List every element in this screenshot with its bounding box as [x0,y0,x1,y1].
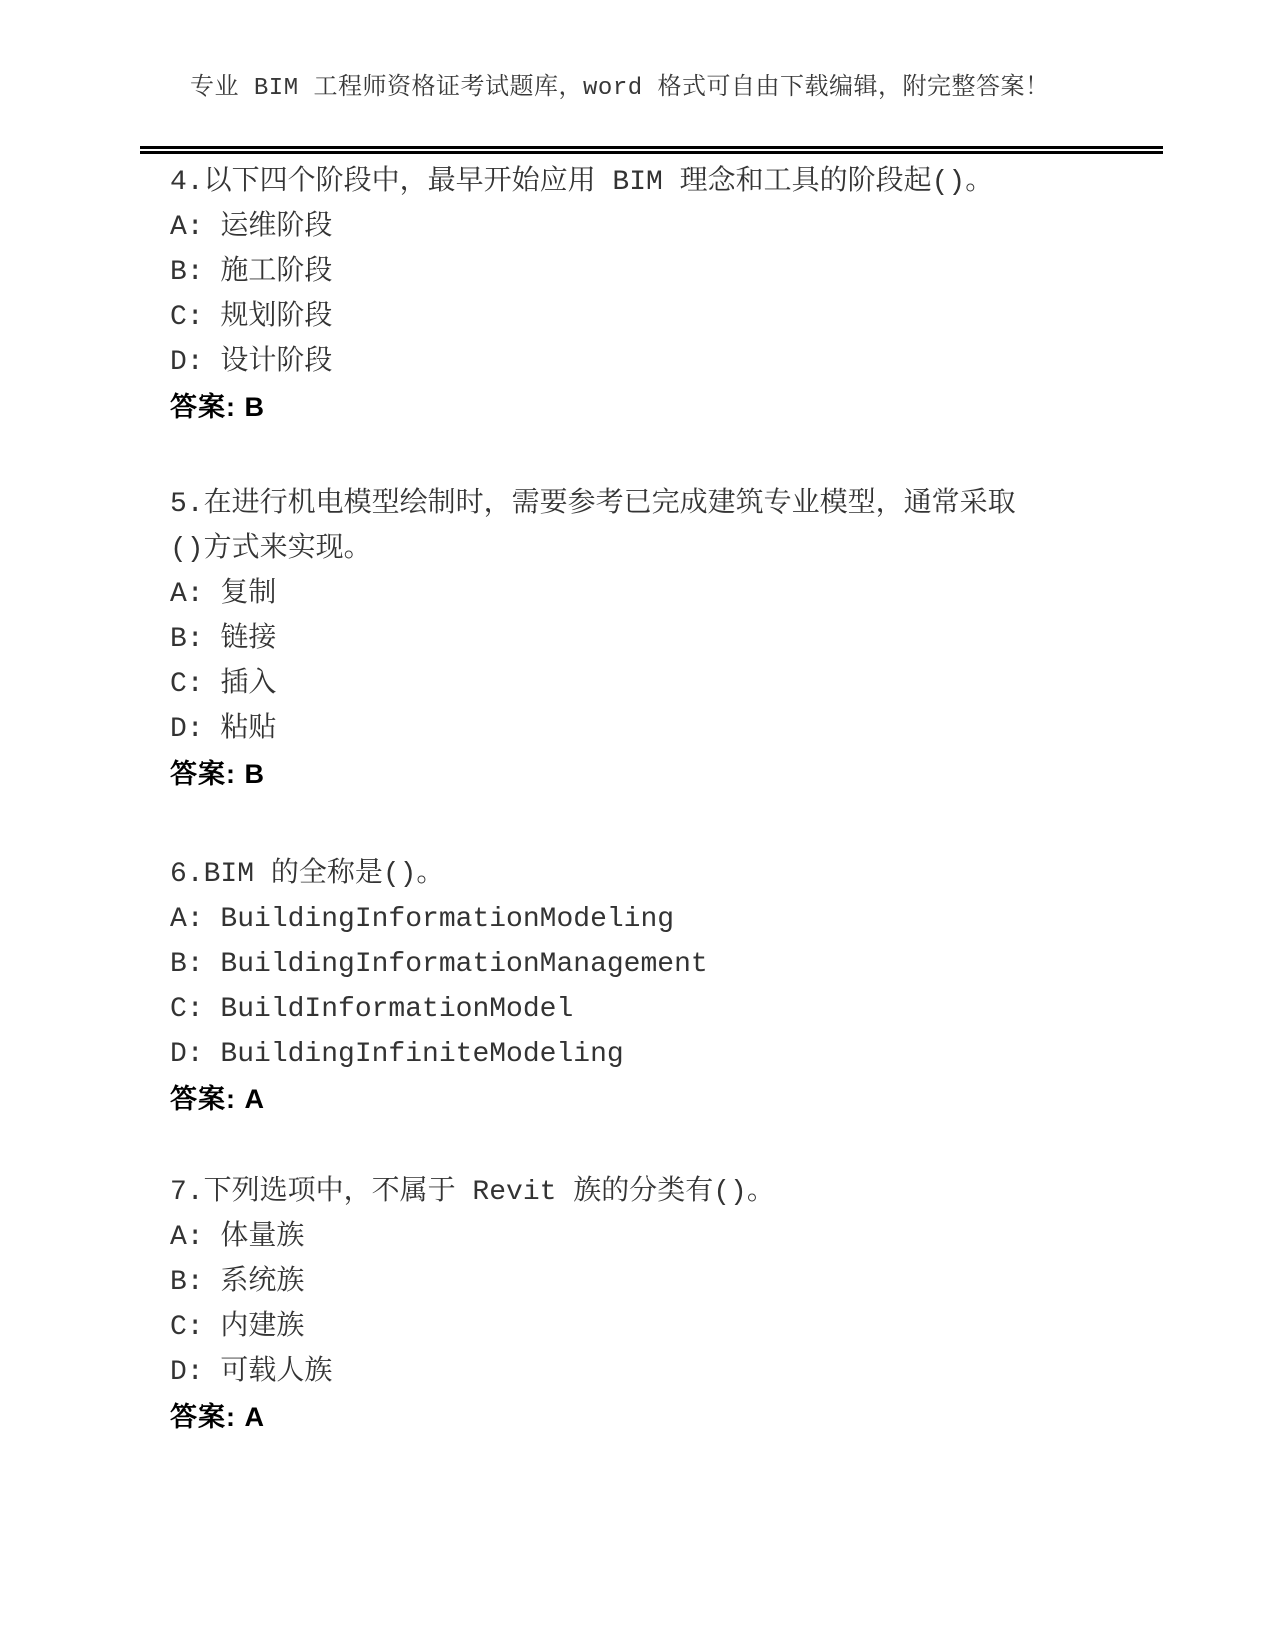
question-4-option-c: C: 规划阶段 [170,302,333,333]
question-5-option-a: A: 复制 [170,579,277,610]
question-7-text: 7.下列选项中，不属于 Revit 族的分类有()。 [170,1177,775,1208]
question-block-6 [170,852,1180,1122]
question-5-text-line-2: ()方式来实现。 [170,534,372,565]
question-7-option-d: D: 可载人族 [170,1357,333,1388]
question-block-7 [170,1170,1180,1440]
question-6-answer: 答案: A [170,1084,265,1114]
question-7-option-b: B: 系统族 [170,1267,305,1298]
question-4-answer: 答案: B [170,392,265,422]
question-block-4 [170,160,1180,430]
document-header-title: 专业 BIM 工程师资格证考试题库，word 格式可自由下载编辑，附完整答案！ [190,75,1050,102]
question-6-option-a: A: BuildingInformationModeling [170,904,675,935]
question-7-option-a: A: 体量族 [170,1222,305,1253]
question-7-option-c: C: 内建族 [170,1312,305,1343]
question-block-5 [170,482,1180,797]
question-4-option-a: A: 运维阶段 [170,212,333,243]
question-6-option-d: D: BuildingInfiniteModeling [170,1039,624,1070]
question-5-answer: 答案: B [170,759,265,789]
header-divider-rule [140,146,1163,154]
question-5-option-c: C: 插入 [170,669,277,700]
question-7-answer: 答案: A [170,1402,265,1432]
question-4-option-d: D: 设计阶段 [170,347,333,378]
question-5-text-line-1: 5.在进行机电模型绘制时，需要参考已完成建筑专业模型，通常采取 [170,489,1016,520]
question-6-option-b: B: BuildingInformationManagement [170,949,708,980]
question-5-option-d: D: 粘贴 [170,714,277,745]
question-6-text: 6.BIM 的全称是()。 [170,859,445,890]
question-6-option-c: C: BuildInformationModel [170,994,574,1025]
question-4-text: 4.以下四个阶段中，最早开始应用 BIM 理念和工具的阶段起()。 [170,167,994,198]
question-4-option-b: B: 施工阶段 [170,257,333,288]
question-5-option-b: B: 链接 [170,624,277,655]
